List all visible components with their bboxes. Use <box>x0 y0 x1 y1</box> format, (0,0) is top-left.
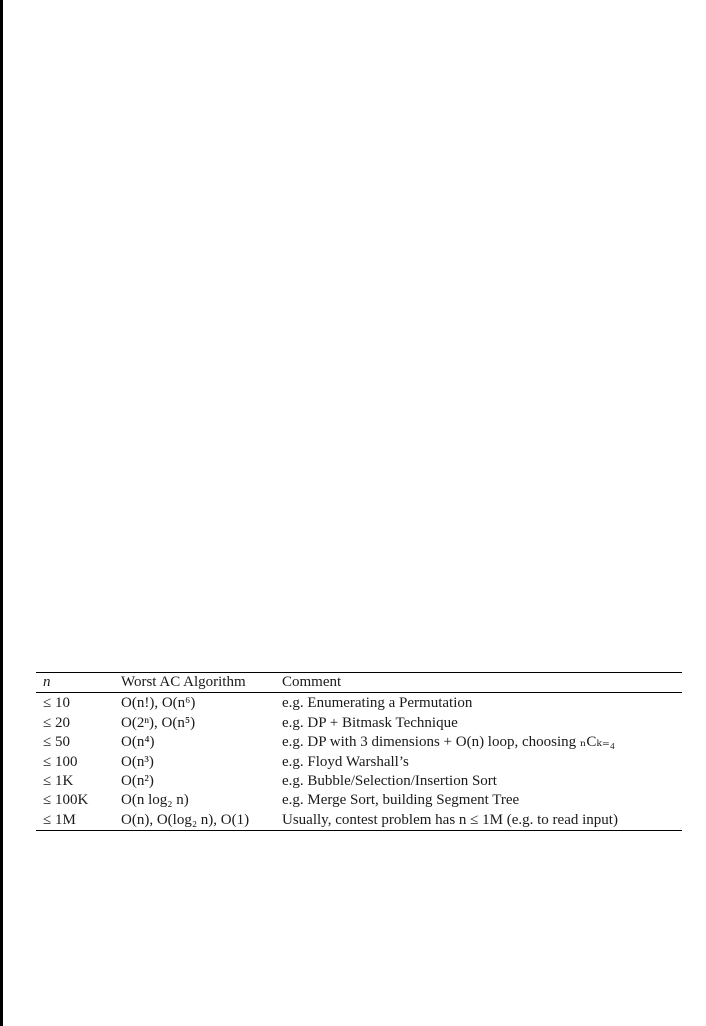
cell-n: ≤ 1K <box>43 773 74 790</box>
page-left-border <box>0 0 3 1026</box>
table-row <box>36 733 682 752</box>
table-row <box>36 753 682 772</box>
cell-comment: e.g. Enumerating a Permutation <box>282 695 473 712</box>
cell-n: ≤ 100K <box>43 792 89 809</box>
cell-algorithm: O(n!), O(n⁶) <box>121 695 196 712</box>
cell-comment: Usually, contest problem has n ≤ 1M (e.g. to read input) <box>282 811 618 828</box>
table-row <box>36 791 682 810</box>
cell-n: ≤ 50 <box>43 734 70 751</box>
table-header-row <box>36 673 682 693</box>
header-comment: Comment <box>282 674 342 690</box>
cell-n: ≤ 100 <box>43 753 78 770</box>
cell-comment: e.g. DP + Bitmask Technique <box>282 714 458 731</box>
complexity-table-container <box>36 672 682 831</box>
table-row <box>36 811 682 831</box>
cell-algorithm: O(2ⁿ), O(n⁵) <box>121 714 196 731</box>
cell-algorithm: O(n²) <box>121 773 154 790</box>
cell-n: ≤ 10 <box>43 695 70 712</box>
cell-comment: e.g. Bubble/Selection/Insertion Sort <box>282 773 497 790</box>
cell-comment: e.g. Floyd Warshall’s <box>282 753 409 770</box>
table-row <box>36 772 682 791</box>
cell-algorithm: O(n log₂ n) <box>121 792 189 809</box>
cell-n: ≤ 20 <box>43 714 70 731</box>
header-n: n <box>43 674 51 690</box>
cell-algorithm: O(n), O(log₂ n), O(1) <box>121 811 250 828</box>
complexity-table <box>36 672 682 831</box>
table-row <box>36 714 682 733</box>
header-worst-ac-algorithm: Worst AC Algorithm <box>121 674 246 690</box>
cell-algorithm: O(n⁴) <box>121 734 155 751</box>
cell-n: ≤ 1M <box>43 811 76 828</box>
cell-algorithm: O(n³) <box>121 753 154 770</box>
cell-comment: e.g. DP with 3 dimensions + O(n) loop, choosing ₙCₖ₌₄ <box>282 734 616 751</box>
table-row <box>36 693 682 714</box>
cell-comment: e.g. Merge Sort, building Segment Tree <box>282 792 520 809</box>
